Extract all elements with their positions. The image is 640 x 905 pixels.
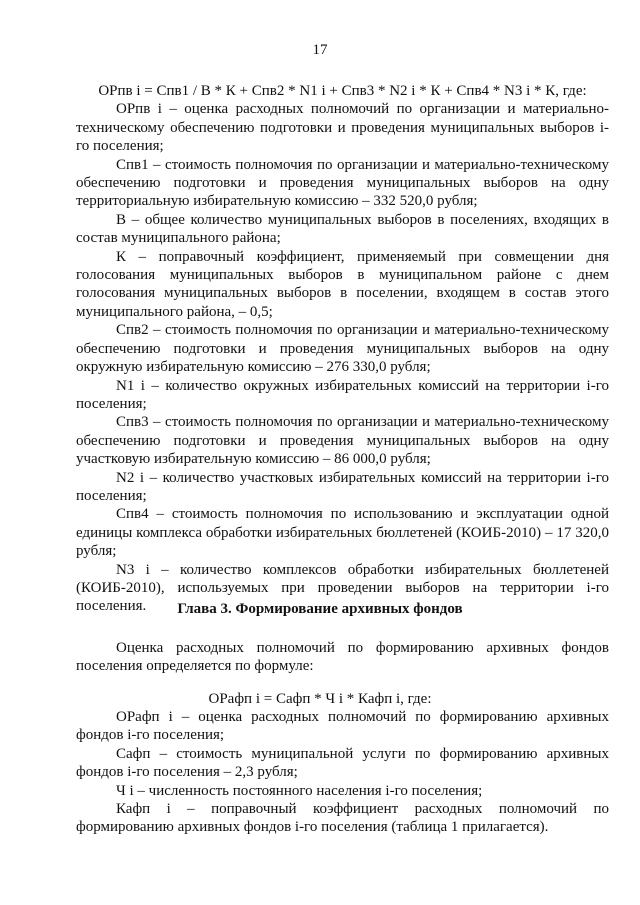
formula-elections: ОРпв i = Спв1 / В * К + Спв2 * N1 i + Спв3 * N2 i * К + Спв4 * N3 i * К, где: — [98, 83, 587, 99]
chapter-heading: Глава 3. Формирование архивных фондов — [177, 601, 463, 617]
page-number: 17 — [312, 42, 328, 58]
definition-spv4: Спв4 – стоимость полномочия по использованию и эксплуатации одной единицы комплекса обработки избирательных бюллетеней (КОИБ-2010) – 17 320,0 рубля; — [76, 506, 609, 560]
definition-n1: N1 i – количество окружных избирательных комиссий на территории i-го поселения; — [76, 377, 609, 412]
definition-orpv: ОРпв i – оценка расходных полномочий по организации и материально-техническому обеспечению подготовки и проведения муниципальных выборов i-го поселения; — [76, 101, 609, 155]
definition-spv1: Спв1 – стоимость полномочия по организации и материально-техническому обеспечению подготовки и проведения муниципальных выборов на одну территориальную избирательную комиссию – 332 520,0 рубля; — [76, 156, 609, 210]
section-archives — [76, 708, 609, 837]
definition-spv2: Спв2 – стоимость полномочия по организации и материально-техническому обеспечению подготовки и проведения муниципальных выборов на одну окружную избирательную комиссию – 276 330,0 рубля; — [76, 322, 609, 376]
formula-archives: ОРафп i = Сафп * Ч i * Кафп i, где: — [208, 691, 432, 707]
chapter-intro-block — [76, 639, 609, 676]
definition-spv3: Спв3 – стоимость полномочия по организации и материально-техническому обеспечению подготовки и проведения муниципальных выборов на одну участковую избирательную комиссию – 86 000,0 рубля; — [76, 414, 609, 468]
definition-orafp: ОРафп i – оценка расходных полномочий по формированию архивных фондов i-го поселения; — [76, 709, 609, 744]
chapter-intro: Оценка расходных полномочий по формированию архивных фондов поселения определяется по формуле: — [76, 640, 609, 675]
definition-n3: N3 i – количество комплексов обработки избирательных бюллетеней (КОИБ-2010), используемых при проведении выборов на территории i-го поселения. — [76, 561, 609, 615]
definition-ch: Ч i – численность постоянного населения i-го поселения; — [116, 782, 483, 799]
definition-k: К – поправочный коэффициент, применяемый при совмещении дня голосования муниципальных выборов в муниципальном районе с днем голосования муниципальных выборов в поселении, входящем в состав этого муниципального района, – 0,5; — [76, 248, 609, 320]
section-elections — [76, 82, 609, 616]
definition-kafp: Кафп i – поправочный коэффициент расходных полномочий по формированию архивных фондов i-го поселения (таблица 1 прилагается). — [76, 801, 609, 836]
definition-v: В – общее количество муниципальных выборов в поселениях, входящих в состав муниципального района; — [76, 211, 609, 247]
definition-n2: N2 i – количество участковых избирательных комиссий на территории i-го поселения; — [76, 469, 609, 504]
definition-safp: Сафп – стоимость муниципальной услуги по формированию архивных фондов i-го поселения – 2,3 рубля; — [76, 745, 609, 781]
